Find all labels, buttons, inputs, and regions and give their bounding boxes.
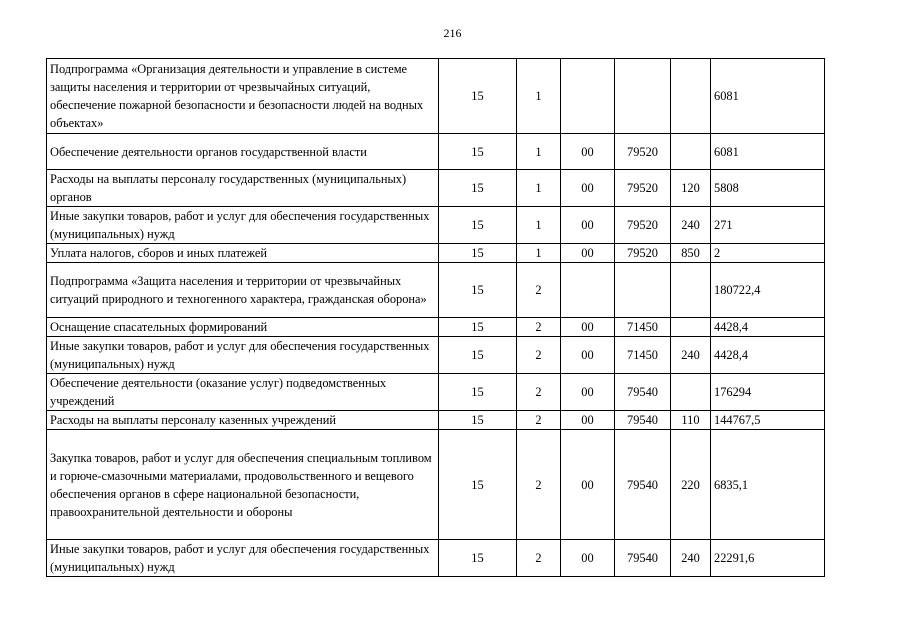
code-target [615,263,671,318]
row-name: Подпрограмма «Организация деятельности и управление в системе защиты населения и территории от чрезвычайных ситуаций, обеспечение пожарной безопасности и безопасности людей на водных объектах» [47,59,439,134]
row-amount: 6081 [711,59,825,134]
row-amount: 6835,1 [711,430,825,540]
row-amount: 144767,5 [711,411,825,430]
table-row [47,207,825,244]
code-expense [671,374,711,411]
code-main: 15 [439,374,517,411]
row-name: Расходы на выплаты персоналу казенных учреждений [47,411,439,430]
code-expense: 240 [671,207,711,244]
code-prog: 00 [561,170,615,207]
code-expense [671,318,711,337]
code-expense [671,263,711,318]
code-expense: 850 [671,244,711,263]
code-sub: 2 [517,318,561,337]
row-amount: 180722,4 [711,263,825,318]
table-row [47,59,825,134]
code-sub: 2 [517,374,561,411]
table-row [47,374,825,411]
code-main: 15 [439,263,517,318]
row-name: Иные закупки товаров, работ и услуг для обеспечения государственных (муниципальных) нужд [47,207,439,244]
code-main: 15 [439,318,517,337]
code-main: 15 [439,337,517,374]
row-amount: 4428,4 [711,337,825,374]
code-sub: 1 [517,59,561,134]
table-row [47,430,825,540]
code-expense [671,59,711,134]
row-name: Обеспечение деятельности (оказание услуг) подведомственных учреждений [47,374,439,411]
code-main: 15 [439,430,517,540]
code-target: 71450 [615,337,671,374]
budget-table [46,58,825,577]
code-prog: 00 [561,207,615,244]
code-prog: 00 [561,337,615,374]
code-target: 79520 [615,207,671,244]
table-row [47,134,825,170]
table-row [47,411,825,430]
code-expense: 240 [671,337,711,374]
code-sub: 2 [517,540,561,577]
code-sub: 2 [517,430,561,540]
code-sub: 2 [517,411,561,430]
row-amount: 5808 [711,170,825,207]
code-sub: 1 [517,207,561,244]
row-name: Обеспечение деятельности органов государственной власти [47,134,439,170]
code-main: 15 [439,244,517,263]
table-row [47,540,825,577]
code-sub: 2 [517,263,561,318]
code-main: 15 [439,540,517,577]
code-prog [561,59,615,134]
row-name: Закупка товаров, работ и услуг для обеспечения специальным топливом и горюче-смазочными материалами, продовольственного и вещевого обеспечения органов в сфере национальной безопасности, правоохранительной деятельности и обороны [47,430,439,540]
row-name: Иные закупки товаров, работ и услуг для обеспечения государственных (муниципальных) нужд [47,337,439,374]
table-row [47,337,825,374]
code-sub: 2 [517,337,561,374]
table-row [47,170,825,207]
code-target: 79540 [615,411,671,430]
row-name: Оснащение спасательных формирований [47,318,439,337]
code-prog: 00 [561,374,615,411]
row-name: Расходы на выплаты персоналу государственных (муниципальных) органов [47,170,439,207]
table-row [47,244,825,263]
code-sub: 1 [517,134,561,170]
code-prog [561,263,615,318]
code-sub: 1 [517,170,561,207]
code-expense: 220 [671,430,711,540]
code-target: 79540 [615,430,671,540]
row-name: Иные закупки товаров, работ и услуг для обеспечения государственных (муниципальных) нужд [47,540,439,577]
code-prog: 00 [561,411,615,430]
code-expense [671,134,711,170]
code-target: 79540 [615,374,671,411]
code-sub: 1 [517,244,561,263]
row-name: Уплата налогов, сборов и иных платежей [47,244,439,263]
code-prog: 00 [561,318,615,337]
code-target: 79520 [615,134,671,170]
code-target: 79520 [615,170,671,207]
row-amount: 4428,4 [711,318,825,337]
code-prog: 00 [561,430,615,540]
row-amount: 6081 [711,134,825,170]
code-prog: 00 [561,134,615,170]
table-row [47,263,825,318]
row-amount: 22291,6 [711,540,825,577]
code-main: 15 [439,207,517,244]
row-amount: 271 [711,207,825,244]
code-expense: 110 [671,411,711,430]
code-expense: 120 [671,170,711,207]
code-target: 79540 [615,540,671,577]
code-target [615,59,671,134]
code-main: 15 [439,170,517,207]
code-target: 79520 [615,244,671,263]
code-target: 71450 [615,318,671,337]
row-amount: 176294 [711,374,825,411]
page-number: 216 [443,26,462,40]
code-main: 15 [439,59,517,134]
code-prog: 00 [561,244,615,263]
row-amount: 2 [711,244,825,263]
code-main: 15 [439,134,517,170]
row-name: Подпрограмма «Защита населения и территории от чрезвычайных ситуаций природного и техногенного характера, гражданская оборона» [47,263,439,318]
code-expense: 240 [671,540,711,577]
code-prog: 00 [561,540,615,577]
table-row [47,318,825,337]
code-main: 15 [439,411,517,430]
